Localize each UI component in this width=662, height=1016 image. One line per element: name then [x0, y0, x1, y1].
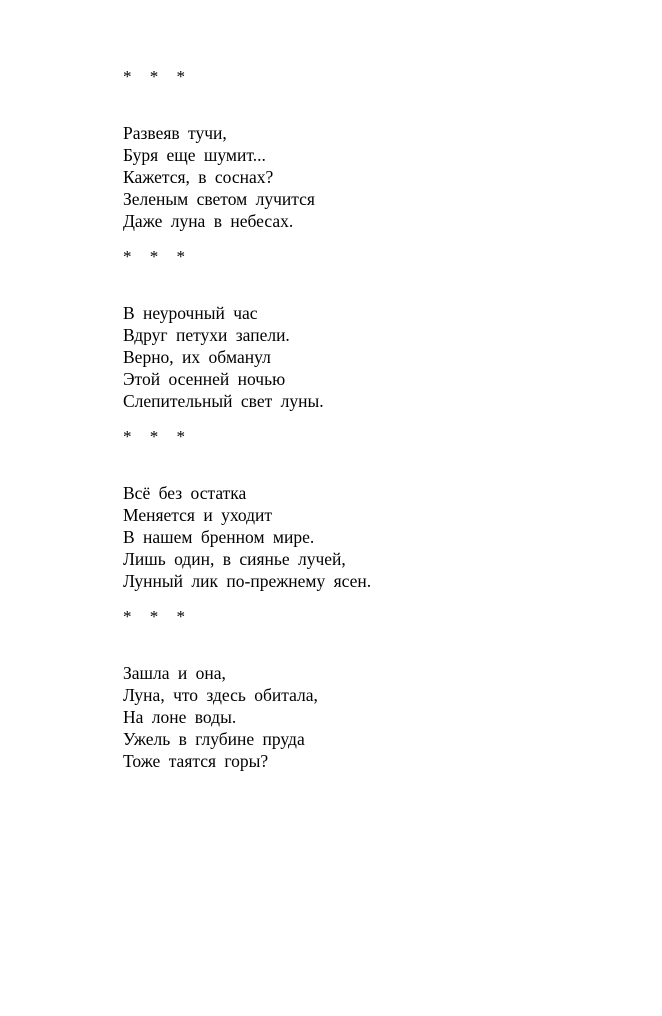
- poem-line: Меняется и уходит: [123, 505, 273, 525]
- asterism-separator: * * *: [123, 427, 192, 446]
- poem-1: [123, 66, 603, 232]
- poem-line: Ужель в глубине пруда: [123, 729, 305, 749]
- poem-lines: [123, 122, 603, 232]
- poem-4: [123, 606, 603, 772]
- poem-line: На лоне воды.: [123, 707, 237, 727]
- poem-line: Лишь один, в сиянье лучей,: [123, 549, 346, 569]
- poem-line: Кажется, в соснах?: [123, 167, 274, 187]
- poem-lines: [123, 302, 603, 412]
- poem-3: [123, 426, 603, 592]
- asterism-separator: * * *: [123, 247, 192, 266]
- poem-2: [123, 246, 603, 412]
- poem-line: Развеяв тучи,: [123, 123, 227, 143]
- poem-line: Даже луна в небесах.: [123, 211, 294, 231]
- poem-line: Зашла и она,: [123, 663, 226, 683]
- asterism-separator: * * *: [123, 607, 192, 626]
- poem-line: Верно, их обманул: [123, 347, 271, 367]
- poem-line: Луна, что здесь обитала,: [123, 685, 318, 705]
- poem-line: В нашем бренном мире.: [123, 527, 315, 547]
- poem-lines: [123, 482, 603, 592]
- poem-line: Всё без остатка: [123, 483, 247, 503]
- asterism-separator: * * *: [123, 67, 192, 86]
- poem-line: Лунный лик по-прежнему ясен.: [123, 571, 372, 591]
- document-page: [123, 66, 603, 772]
- poem-line: Зеленым светом лучится: [123, 189, 315, 209]
- poem-line: Слепительный свет луны.: [123, 391, 324, 411]
- poem-line: Тоже таятся горы?: [123, 751, 269, 771]
- poem-line: В неурочный час: [123, 303, 258, 323]
- poem-lines: [123, 662, 603, 772]
- poem-line: Буря еще шумит...: [123, 145, 266, 165]
- poem-line: Этой осенней ночью: [123, 369, 286, 389]
- poem-line: Вдруг петухи запели.: [123, 325, 290, 345]
